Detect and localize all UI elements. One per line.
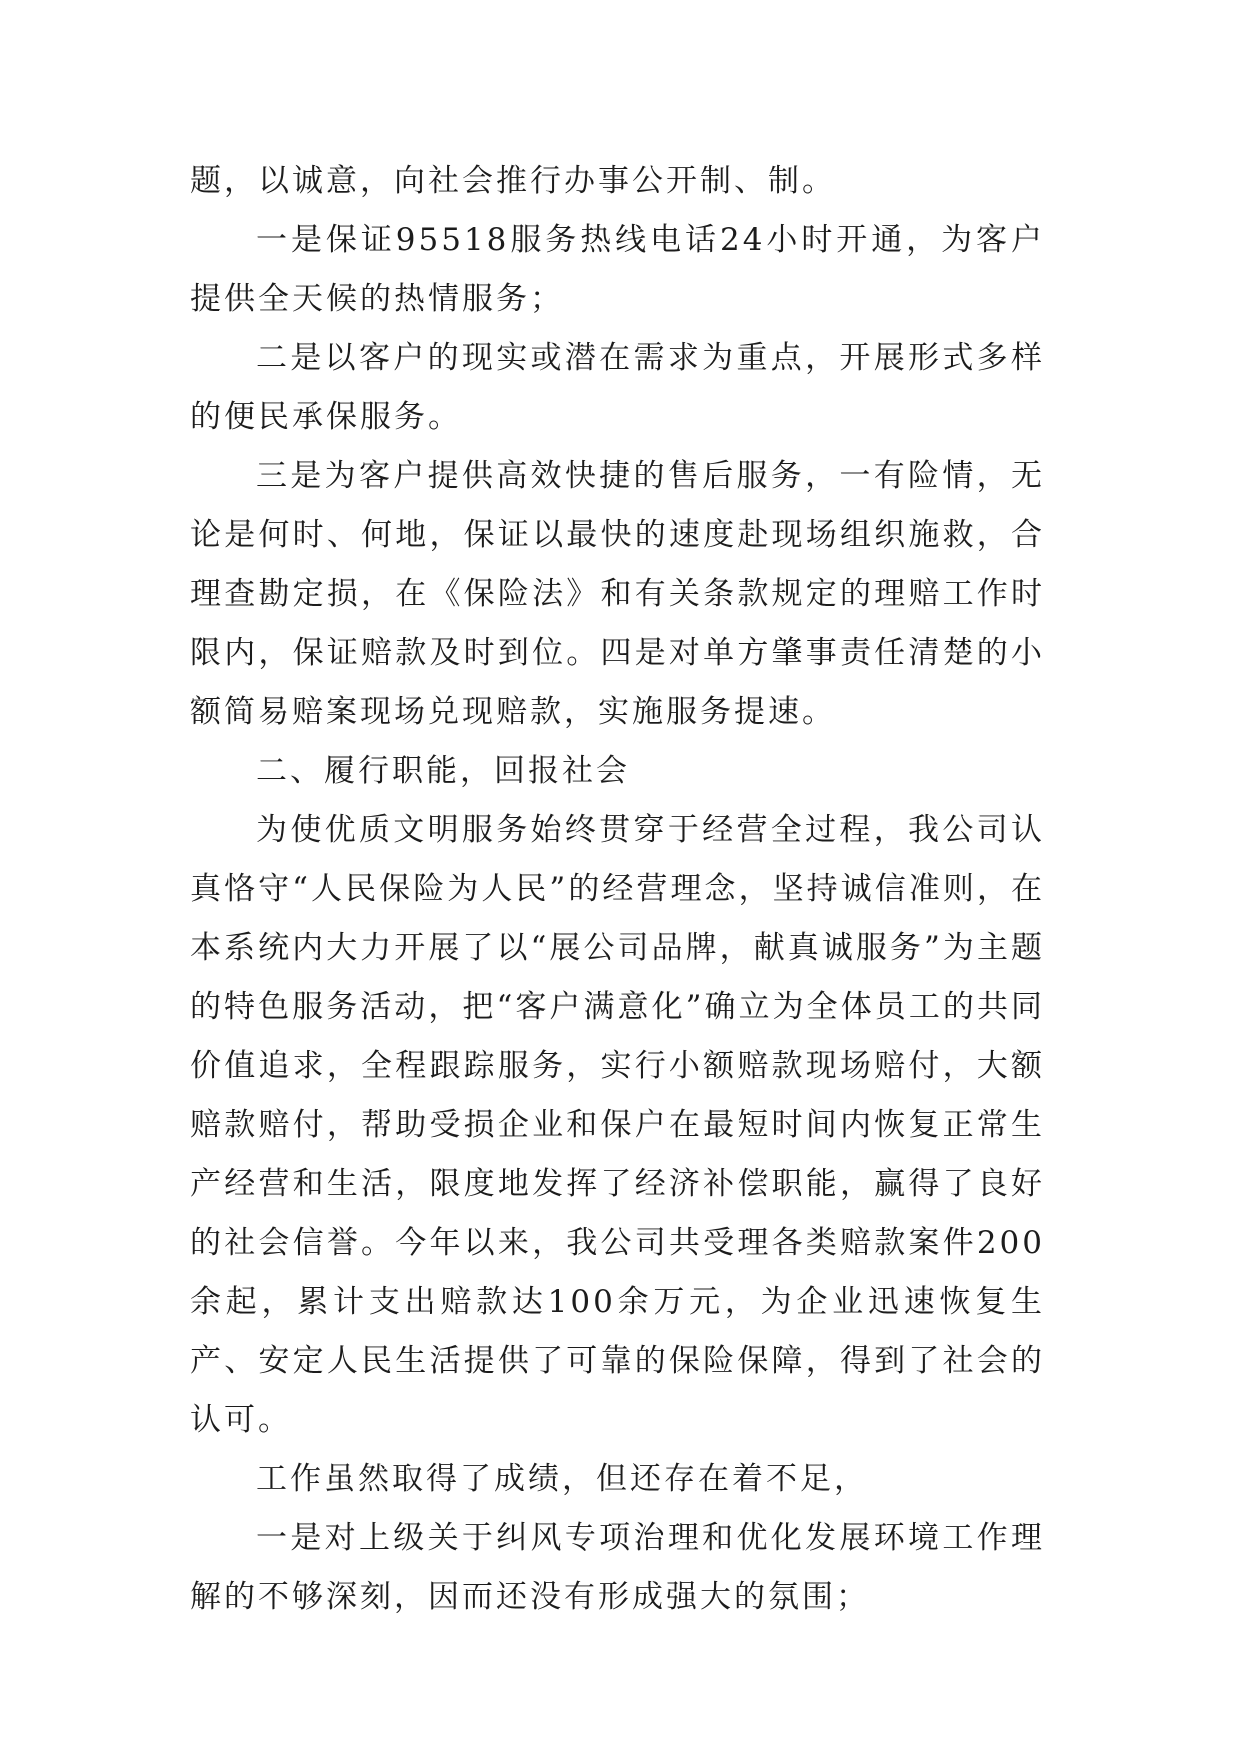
paragraph-7: 一是对上级关于纠风专项治理和优化发展环境工作理解的不够深刻，因而还没有形成强大的氛围； (190, 1520, 1045, 1615)
paragraph-6: 工作虽然取得了成绩，但还存在着不足， (256, 1461, 868, 1497)
paragraph-1: 题，以诚意，向社会推行办事公开制、制。 (190, 163, 836, 199)
document-body (190, 152, 1045, 1627)
paragraph-5: 为使优质文明服务始终贯穿于经营全过程，我公司认真恪守“人民保险为人民”的经营理念，坚持诚信准则，在本系统内大力开展了以“展公司品牌，献真诚服务”为主题的特色服务活动，把“客户满意化”确立为全体员工的共同价值追求，全程跟踪服务，实行小额赔款现场赔付，大额赔款赔付，帮助受损企业和保户在最短时间内恢复正常生产经营和生活，限度地发挥了经济补偿职能，赢得了良好的社会信誉。今年以来，我公司共受理各类赔款案件200余起，累计支出赔款达100余万元，为企业迅速恢复生产、安定人民生活提供了可靠的保险保障，得到了社会的认可。 (190, 812, 1045, 1438)
paragraph-3: 二是以客户的现实或潜在需求为重点，开展形式多样的便民承保服务。 (190, 340, 1045, 435)
paragraph-4: 三是为客户提供高效快捷的售后服务，一有险情，无论是何时、何地，保证以最快的速度赴现场组织施救，合理查勘定损，在《保险法》和有关条款规定的理赔工作时限内，保证赔款及时到位。四是对单方肇事责任清楚的小额简易赔案现场兑现赔款，实施服务提速。 (190, 458, 1045, 730)
paragraph-2: 一是保证95518服务热线电话24小时开通，为客户提供全天候的热情服务； (190, 222, 1045, 317)
section-heading: 二、履行职能，回报社会 (256, 753, 630, 789)
